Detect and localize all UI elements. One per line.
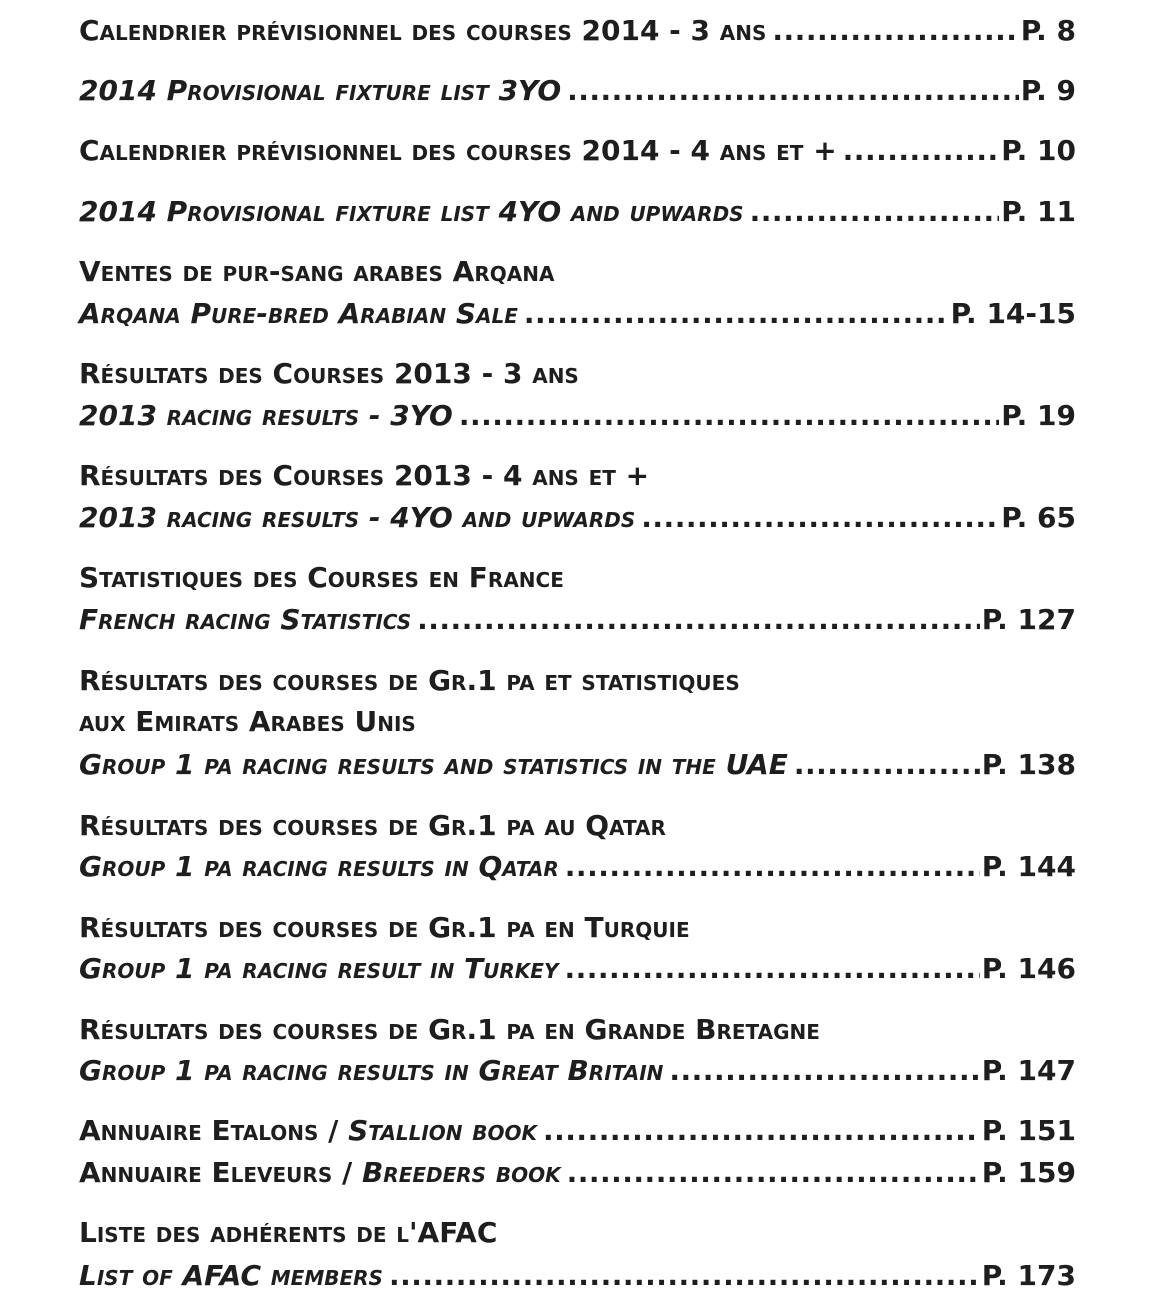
toc-entry-fixture-3yo-en	[79, 71, 1076, 111]
dot-leader	[641, 498, 999, 538]
dot-leader	[794, 745, 980, 785]
toc-entry-breeders-book	[79, 1153, 1076, 1193]
page-number: P. 144	[981, 850, 1076, 883]
dot-leader	[524, 294, 949, 334]
toc-entry-text	[79, 1153, 561, 1193]
dot-leader	[565, 847, 980, 887]
toc-entry-results-3yo-fr	[79, 354, 1076, 394]
toc-entry-text-en: Breeders book	[361, 1156, 561, 1189]
toc-entry-text: French racing Statistics	[79, 603, 412, 636]
page-number: P. 14-15	[950, 297, 1076, 330]
page-number: P. 65	[1001, 501, 1076, 534]
page-number: P. 173	[981, 1259, 1076, 1292]
toc-entry-fixture-4yo-en	[79, 192, 1076, 232]
page-number: P. 138	[981, 748, 1076, 781]
toc-entry-text-en: Stallion book	[348, 1114, 538, 1147]
page-number: P. 11	[1001, 195, 1076, 228]
toc-entry-members-fr	[79, 1213, 1076, 1253]
dot-leader	[669, 1051, 979, 1091]
toc-entry-text: Liste des adhérents de l'AFAC	[79, 1216, 498, 1249]
toc-entry-text: Résultats des courses de Gr.1 pa et statistiques	[79, 664, 740, 697]
toc-entry-text: Group 1 pa racing results and statistics in the UAE	[79, 748, 788, 781]
toc-entry-statistics-en	[79, 600, 1076, 640]
dot-leader	[543, 1111, 980, 1151]
toc-entry-britain-en	[79, 1051, 1076, 1091]
page-number: P. 127	[981, 603, 1076, 636]
page-number: P. 9	[1020, 74, 1076, 107]
toc-entry-text	[79, 1111, 537, 1151]
toc-entry-text: aux Emirats Arabes Unis	[79, 705, 416, 738]
toc-entry-qatar-en	[79, 847, 1076, 887]
dot-leader	[772, 11, 1018, 51]
page-number: P. 151	[981, 1114, 1076, 1147]
dot-leader	[459, 396, 999, 436]
dot-leader	[567, 71, 1019, 111]
toc-entry-text: 2014 Provisional fixture list 3YO	[79, 74, 562, 107]
toc-entry-text: Statistiques des Courses en France	[79, 561, 564, 594]
toc-entry-text: Calendrier prévisionnel des courses 2014 - 4 ans et +	[79, 134, 837, 167]
toc-entry-britain-fr	[79, 1010, 1076, 1050]
toc-entry-results-4yo-en	[79, 498, 1076, 538]
toc-entry-text: Group 1 pa racing results in Great Britain	[79, 1054, 664, 1087]
toc-entry-text: Résultats des courses de Gr.1 pa en Grande Bretagne	[79, 1013, 820, 1046]
page-number: P. 19	[1001, 399, 1076, 432]
toc-entry-text: Arqana Pure-bred Arabian Sale	[79, 297, 518, 330]
toc-entry-qatar-fr	[79, 806, 1076, 846]
toc-entry-text: 2013 racing results - 3YO	[79, 399, 453, 432]
toc-entry-text: Résultats des Courses 2013 - 4 ans et +	[79, 459, 650, 492]
toc-entry-text-fr: Annuaire Eleveurs /	[79, 1156, 362, 1189]
toc-entry-fixture-4yo-fr	[79, 131, 1076, 171]
toc-entry-text: Group 1 pa racing results in Qatar	[79, 850, 559, 883]
dot-leader	[389, 1256, 980, 1296]
toc-entry-arqana-en	[79, 294, 1076, 334]
toc-entry-uae-fr-line1	[79, 661, 1076, 701]
toc-entry-text: Résultats des courses de Gr.1 pa au Qatar	[79, 809, 666, 842]
dot-leader	[843, 131, 1000, 171]
toc-entry-text: Calendrier prévisionnel des courses 2014 - 3 ans	[79, 14, 767, 47]
toc-entry-turkey-en	[79, 949, 1076, 989]
toc-entry-text-fr: Annuaire Etalons /	[79, 1114, 349, 1147]
toc-entry-uae-en	[79, 745, 1076, 785]
page-number: P. 147	[981, 1054, 1076, 1087]
toc-entry-results-3yo-en	[79, 396, 1076, 436]
toc-entry-uae-fr-line2	[79, 702, 1076, 742]
page-number: P. 10	[1001, 134, 1076, 167]
toc-entry-stallion-book	[79, 1111, 1076, 1151]
page-number: P. 159	[981, 1156, 1076, 1189]
toc-entry-text: Group 1 pa racing result in Turkey	[79, 952, 559, 985]
toc-entry-text: Résultats des Courses 2013 - 3 ans	[79, 357, 579, 390]
toc-entry-text: List of AFAC members	[79, 1259, 383, 1292]
toc-entry-fixture-3yo-fr	[79, 11, 1076, 51]
dot-leader	[750, 192, 1000, 232]
dot-leader	[564, 949, 979, 989]
toc-entry-members-en	[79, 1256, 1076, 1296]
page-number: P. 146	[981, 952, 1076, 985]
toc-entry-results-4yo-fr	[79, 456, 1076, 496]
toc-entry-text: Résultats des courses de Gr.1 pa en Turquie	[79, 911, 690, 944]
toc-entry-text: 2013 racing results - 4YO and upwards	[79, 501, 636, 534]
page-number: P. 8	[1020, 14, 1076, 47]
toc-entry-statistics-fr	[79, 558, 1076, 598]
toc-entry-arqana-fr	[79, 252, 1076, 292]
dot-leader	[567, 1153, 980, 1193]
toc-entry-text: 2014 Provisional fixture list 4YO and upwards	[79, 195, 744, 228]
toc-entry-text: Ventes de pur-sang arabes Arqana	[79, 255, 555, 288]
dot-leader	[417, 600, 980, 640]
toc-entry-turkey-fr	[79, 908, 1076, 948]
